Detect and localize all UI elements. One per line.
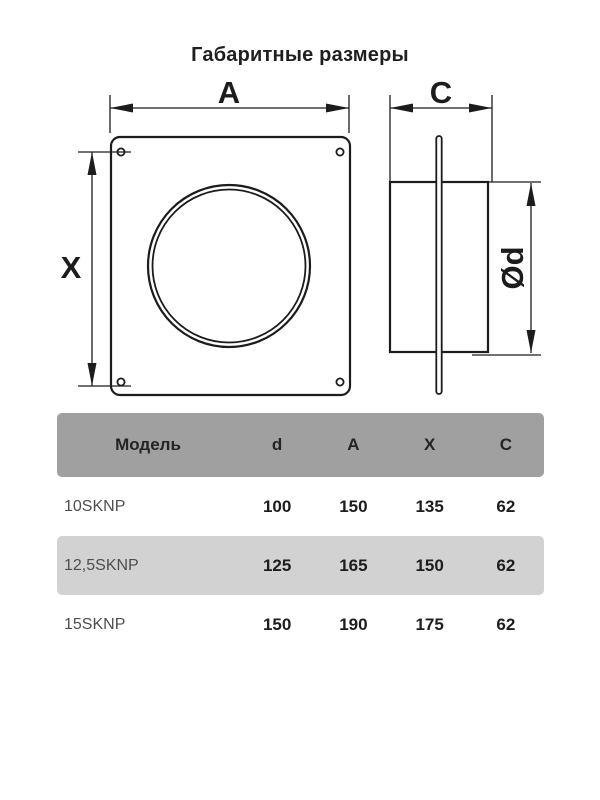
value-c: 62 [496,496,516,516]
table-header-row [57,413,544,477]
model-name: 12,5SKNP [64,556,139,574]
arrowhead-down [88,363,97,386]
page-title: Габаритные размеры [191,44,409,66]
dim-x-label: X [60,250,82,285]
table-row [57,595,544,654]
table-row [57,477,544,536]
column-header-x: X [423,435,436,454]
dimension-a [110,75,349,133]
value-a: 150 [339,496,368,516]
side-view [390,75,541,394]
duct-opening-outer-circle [148,185,310,347]
dim-a-label: A [217,75,241,110]
value-a: 190 [339,614,368,634]
value-c: 62 [496,614,516,634]
mounting-hole [336,148,343,155]
front-view [61,75,350,395]
arrowhead-left [110,104,133,113]
dim-c-label: C [429,75,453,110]
column-header-c: C [499,435,513,454]
column-header-a: A [347,435,360,454]
value-d: 150 [262,614,292,634]
arrowhead-left [390,104,413,113]
value-d: 125 [262,555,292,575]
flange-plate-edge [436,136,441,394]
arrowhead-right [469,104,492,113]
arrowhead-down [527,330,536,353]
dim-d-label: Ød [495,246,530,290]
column-header-model: Модель [115,435,181,454]
value-x: 175 [415,614,444,634]
value-c: 62 [496,555,516,575]
model-name: 15SKNP [64,615,126,633]
arrowhead-up [88,152,97,175]
arrowhead-right [326,104,349,113]
model-name: 10SKNP [64,497,126,515]
value-x: 135 [415,496,444,516]
size-table [57,413,544,654]
mounting-hole [117,378,124,385]
mounting-hole [336,378,343,385]
column-header-d: d [271,435,283,454]
table-row [57,536,544,595]
arrowhead-up [527,183,536,206]
value-d: 100 [262,496,292,516]
value-a: 165 [339,555,368,575]
value-x: 150 [415,555,444,575]
